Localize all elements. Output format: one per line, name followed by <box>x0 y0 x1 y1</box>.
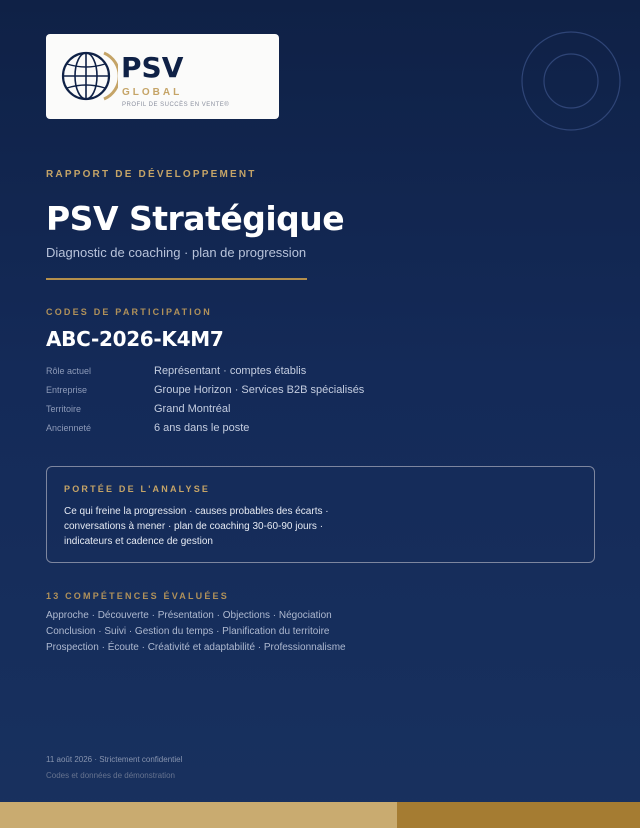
decorative-rings <box>520 30 622 132</box>
participation-code: ABC-2026-K4M7 <box>46 327 224 351</box>
scope-label: PORTÉE DE L'ANALYSE <box>64 484 211 494</box>
info-row-territory <box>46 403 566 419</box>
info-value: 6 ans dans le poste <box>154 422 250 434</box>
scope-line: Ce qui freine la progression · causes probables des écarts · <box>64 506 329 517</box>
info-row-role <box>46 365 566 381</box>
report-eyebrow: RAPPORT DE DÉVELOPPEMENT <box>46 169 257 180</box>
logo-tagline: PROFIL DE SUCCÈS EN VENTE® <box>122 102 230 108</box>
competencies-line: Conclusion · Suivi · Gestion du temps · Planification du territoire <box>46 626 330 637</box>
logo-name: PSV <box>121 51 184 84</box>
report-subtitle: Diagnostic de coaching · plan de progression <box>46 245 307 260</box>
footer-date: 11 août 2026 · Strictement confidentiel <box>46 755 183 764</box>
info-key: Territoire <box>46 404 82 414</box>
logo-card <box>46 34 279 119</box>
competencies-label: 13 COMPÉTENCES ÉVALUÉES <box>46 591 229 601</box>
competencies-line: Approche · Découverte · Présentation · Objections · Négociation <box>46 610 332 621</box>
info-value: Grand Montréal <box>154 403 231 415</box>
info-key: Entreprise <box>46 385 88 395</box>
footer-band-light <box>0 802 397 828</box>
info-value: Groupe Horizon · Services B2B spécialisés <box>154 384 365 396</box>
footer-note: Codes et données de démonstration <box>46 771 175 780</box>
title-divider <box>46 278 307 280</box>
footer-band-dark <box>397 802 640 828</box>
info-row-company <box>46 384 566 400</box>
logo-subname: GLOBAL <box>122 87 183 98</box>
info-row-seniority <box>46 422 566 438</box>
scope-line: conversations à mener · plan de coaching 30-60-90 jours · <box>64 521 324 532</box>
info-value: Représentant · comptes établis <box>154 365 307 377</box>
scope-text <box>64 504 364 549</box>
scope-box <box>46 466 595 563</box>
info-key: Rôle actuel <box>46 366 92 376</box>
report-title: PSV Stratégique <box>46 199 345 238</box>
scope-line: indicateurs et cadence de gestion <box>64 536 213 547</box>
competencies-line: Prospection · Écoute · Créativité et adaptabilité · Professionnalisme <box>46 642 346 653</box>
participation-label: CODES DE PARTICIPATION <box>46 307 212 317</box>
info-key: Ancienneté <box>46 423 92 433</box>
globe-icon <box>60 49 118 103</box>
